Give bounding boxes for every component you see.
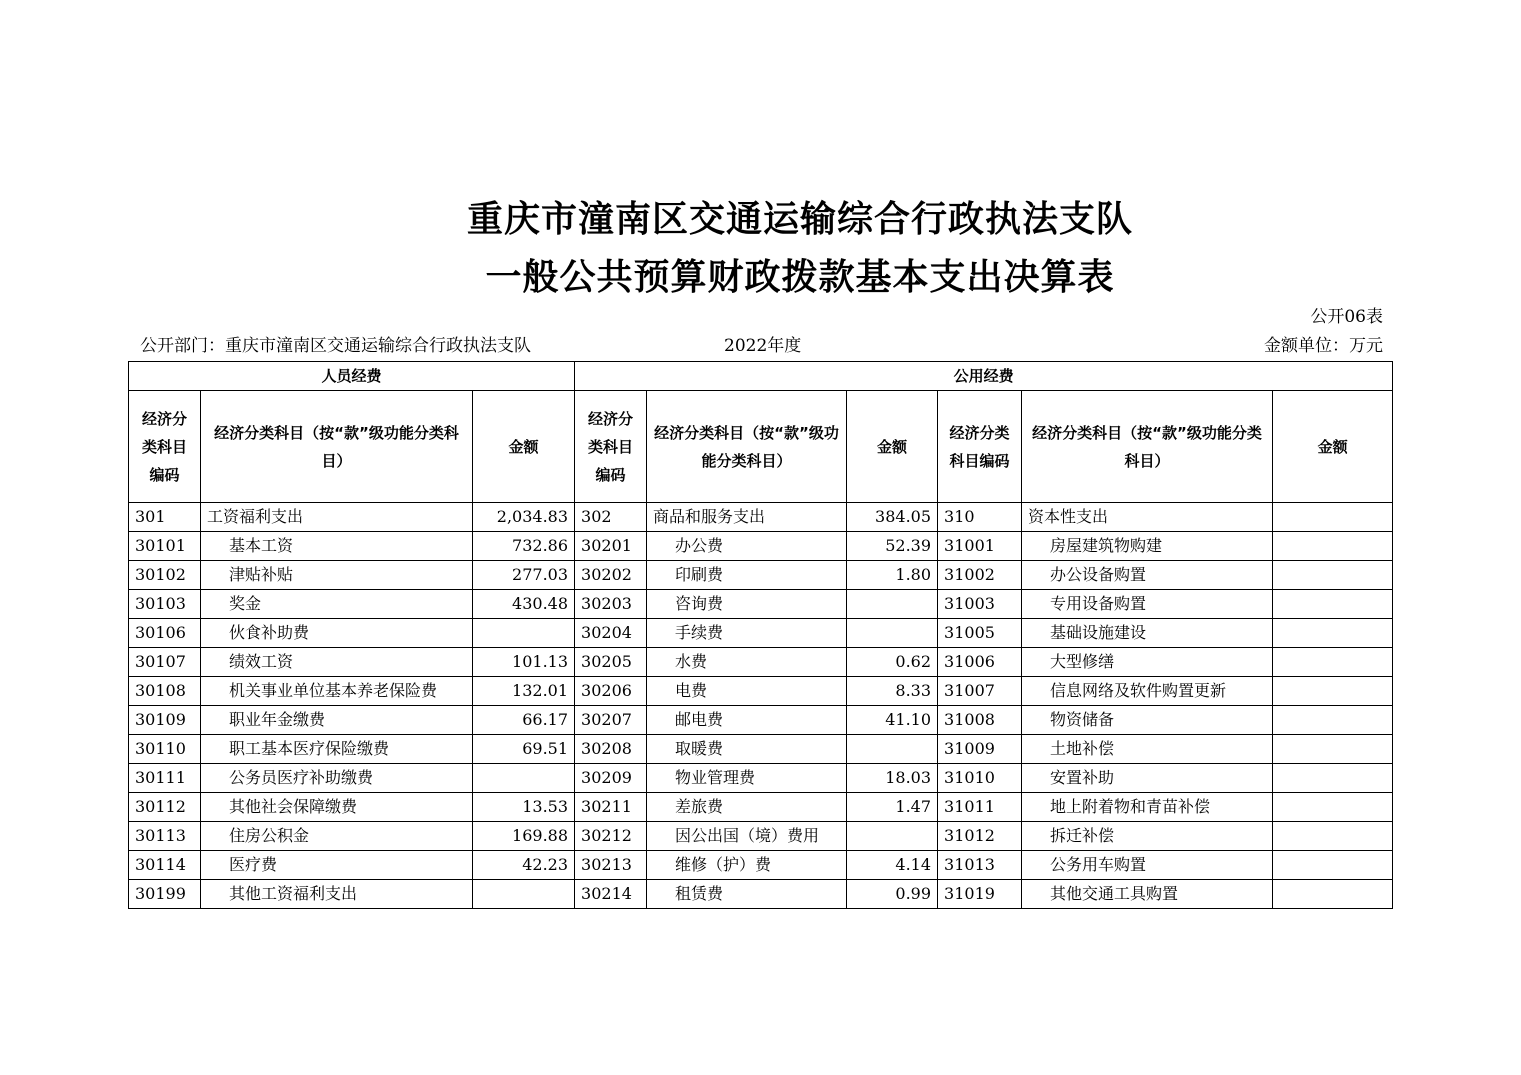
- capital-amount-cell: [1273, 822, 1393, 851]
- personnel-code-cell: 30114: [129, 851, 201, 880]
- header-name: 经济分类科目（按“款”级功能分类科目）: [1022, 391, 1273, 503]
- public-amount-cell: 41.10: [847, 706, 938, 735]
- personnel-name-cell: 住房公积金: [201, 822, 473, 851]
- public-code-cell: 302: [575, 503, 647, 532]
- public-code-cell: 30208: [575, 735, 647, 764]
- public-amount-cell: 0.62: [847, 648, 938, 677]
- public-code-cell: 30201: [575, 532, 647, 561]
- public-code-cell: 30205: [575, 648, 647, 677]
- table-row: [129, 851, 1393, 880]
- public-amount-cell: 18.03: [847, 764, 938, 793]
- personnel-name-cell: 伙食补助费: [201, 619, 473, 648]
- personnel-amount-cell: 69.51: [473, 735, 575, 764]
- personnel-name-cell: 绩效工资: [201, 648, 473, 677]
- capital-code-cell: 31006: [938, 648, 1022, 677]
- capital-code-cell: 31001: [938, 532, 1022, 561]
- table-row: [129, 822, 1393, 851]
- budget-table: [128, 361, 1393, 909]
- personnel-amount-cell: 732.86: [473, 532, 575, 561]
- capital-amount-cell: [1273, 880, 1393, 909]
- table-row: [129, 677, 1393, 706]
- capital-amount-cell: [1273, 590, 1393, 619]
- personnel-code-cell: 30109: [129, 706, 201, 735]
- personnel-amount-cell: 101.13: [473, 648, 575, 677]
- personnel-name-cell: 基本工资: [201, 532, 473, 561]
- personnel-code-cell: 30108: [129, 677, 201, 706]
- public-amount-cell: 8.33: [847, 677, 938, 706]
- public-name-cell: 物业管理费: [647, 764, 847, 793]
- header-name: 经济分类科目（按“款”级功能分类科目）: [201, 391, 473, 503]
- table-row: [129, 793, 1393, 822]
- capital-name-cell: 其他交通工具购置: [1022, 880, 1273, 909]
- public-code-cell: 30203: [575, 590, 647, 619]
- public-name-cell: 取暖费: [647, 735, 847, 764]
- capital-name-cell: 信息网络及软件购置更新: [1022, 677, 1273, 706]
- public-name-cell: 咨询费: [647, 590, 847, 619]
- personnel-code-cell: 30101: [129, 532, 201, 561]
- public-amount-cell: 1.47: [847, 793, 938, 822]
- personnel-amount-cell: 42.23: [473, 851, 575, 880]
- personnel-name-cell: 机关事业单位基本养老保险费: [201, 677, 473, 706]
- capital-amount-cell: [1273, 619, 1393, 648]
- fiscal-year: 2022年度: [724, 336, 802, 356]
- public-amount-cell: 384.05: [847, 503, 938, 532]
- capital-code-cell: 31009: [938, 735, 1022, 764]
- personnel-code-cell: 30111: [129, 764, 201, 793]
- table-row: [129, 532, 1393, 561]
- public-code-cell: 30202: [575, 561, 647, 590]
- page-title-line-2: 一般公共预算财政拨款基本支出决算表: [485, 257, 1115, 298]
- personnel-amount-cell: 277.03: [473, 561, 575, 590]
- capital-name-cell: 大型修缮: [1022, 648, 1273, 677]
- table-row: [129, 735, 1393, 764]
- header-amount: 金额: [473, 391, 575, 503]
- public-name-cell: 办公费: [647, 532, 847, 561]
- personnel-amount-cell: [473, 764, 575, 793]
- capital-amount-cell: [1273, 764, 1393, 793]
- personnel-code-cell: 30106: [129, 619, 201, 648]
- group-header-row: [129, 362, 1393, 391]
- personnel-code-cell: 30102: [129, 561, 201, 590]
- personnel-code-cell: 30103: [129, 590, 201, 619]
- capital-code-cell: 31007: [938, 677, 1022, 706]
- header-code: 经济分类科目编码: [938, 391, 1022, 503]
- capital-name-cell: 公务用车购置: [1022, 851, 1273, 880]
- table-row: [129, 706, 1393, 735]
- header-amount: 金额: [1273, 391, 1393, 503]
- capital-amount-cell: [1273, 532, 1393, 561]
- capital-name-cell: 拆迁补偿: [1022, 822, 1273, 851]
- personnel-code-cell: 30107: [129, 648, 201, 677]
- capital-code-cell: 31019: [938, 880, 1022, 909]
- table-row: [129, 590, 1393, 619]
- personnel-name-cell: 其他社会保障缴费: [201, 793, 473, 822]
- personnel-amount-cell: [473, 619, 575, 648]
- personnel-amount-cell: [473, 880, 575, 909]
- capital-name-cell: 地上附着物和青苗补偿: [1022, 793, 1273, 822]
- public-code-cell: 30211: [575, 793, 647, 822]
- public-amount-cell: 52.39: [847, 532, 938, 561]
- capital-amount-cell: [1273, 735, 1393, 764]
- personnel-amount-cell: 66.17: [473, 706, 575, 735]
- public-name-cell: 手续费: [647, 619, 847, 648]
- public-name-cell: 邮电费: [647, 706, 847, 735]
- table-row: [129, 619, 1393, 648]
- personnel-amount-cell: 430.48: [473, 590, 575, 619]
- capital-amount-cell: [1273, 503, 1393, 532]
- personnel-name-cell: 职工基本医疗保险缴费: [201, 735, 473, 764]
- capital-code-cell: 31008: [938, 706, 1022, 735]
- personnel-name-cell: 公务员医疗补助缴费: [201, 764, 473, 793]
- personnel-code-cell: 30113: [129, 822, 201, 851]
- group-public: 公用经费: [575, 362, 1393, 391]
- capital-name-cell: 安置补助: [1022, 764, 1273, 793]
- capital-name-cell: 物资储备: [1022, 706, 1273, 735]
- personnel-code-cell: 30199: [129, 880, 201, 909]
- public-name-cell: 水费: [647, 648, 847, 677]
- column-header-row: [129, 391, 1393, 503]
- capital-code-cell: 31005: [938, 619, 1022, 648]
- capital-code-cell: 31003: [938, 590, 1022, 619]
- personnel-code-cell: 30110: [129, 735, 201, 764]
- capital-name-cell: 办公设备购置: [1022, 561, 1273, 590]
- personnel-name-cell: 奖金: [201, 590, 473, 619]
- personnel-name-cell: 医疗费: [201, 851, 473, 880]
- public-code-cell: 30207: [575, 706, 647, 735]
- capital-amount-cell: [1273, 793, 1393, 822]
- public-code-cell: 30209: [575, 764, 647, 793]
- public-code-cell: 30213: [575, 851, 647, 880]
- header-amount: 金额: [847, 391, 938, 503]
- capital-amount-cell: [1273, 561, 1393, 590]
- header-name: 经济分类科目（按“款”级功能分类科目）: [647, 391, 847, 503]
- table-row: [129, 764, 1393, 793]
- capital-code-cell: 31011: [938, 793, 1022, 822]
- capital-name-cell: 房屋建筑物购建: [1022, 532, 1273, 561]
- department-label: 公开部门：重庆市潼南区交通运输综合行政执法支队: [140, 336, 531, 356]
- header-code: 经济分类科目编码: [129, 391, 201, 503]
- table-body: [129, 503, 1393, 909]
- public-code-cell: 30214: [575, 880, 647, 909]
- group-personnel: 人员经费: [129, 362, 575, 391]
- personnel-name-cell: 职业年金缴费: [201, 706, 473, 735]
- public-amount-cell: 1.80: [847, 561, 938, 590]
- personnel-amount-cell: 169.88: [473, 822, 575, 851]
- public-name-cell: 租赁费: [647, 880, 847, 909]
- capital-amount-cell: [1273, 851, 1393, 880]
- header-code: 经济分类科目编码: [575, 391, 647, 503]
- public-amount-cell: 4.14: [847, 851, 938, 880]
- public-code-cell: 30206: [575, 677, 647, 706]
- public-name-cell: 差旅费: [647, 793, 847, 822]
- capital-amount-cell: [1273, 706, 1393, 735]
- capital-code-cell: 31010: [938, 764, 1022, 793]
- public-amount-cell: [847, 822, 938, 851]
- personnel-amount-cell: 132.01: [473, 677, 575, 706]
- public-amount-cell: [847, 619, 938, 648]
- table-row: [129, 648, 1393, 677]
- capital-name-cell: 资本性支出: [1022, 503, 1273, 532]
- personnel-name-cell: 工资福利支出: [201, 503, 473, 532]
- capital-code-cell: 310: [938, 503, 1022, 532]
- table-row: [129, 880, 1393, 909]
- capital-name-cell: 基础设施建设: [1022, 619, 1273, 648]
- public-name-cell: 商品和服务支出: [647, 503, 847, 532]
- public-name-cell: 印刷费: [647, 561, 847, 590]
- personnel-name-cell: 津贴补贴: [201, 561, 473, 590]
- capital-name-cell: 专用设备购置: [1022, 590, 1273, 619]
- personnel-name-cell: 其他工资福利支出: [201, 880, 473, 909]
- personnel-code-cell: 30112: [129, 793, 201, 822]
- public-name-cell: 维修（护）费: [647, 851, 847, 880]
- table-code: 公开06表: [1310, 307, 1383, 327]
- public-amount-cell: [847, 590, 938, 619]
- capital-code-cell: 31012: [938, 822, 1022, 851]
- capital-code-cell: 31013: [938, 851, 1022, 880]
- personnel-amount-cell: 13.53: [473, 793, 575, 822]
- personnel-amount-cell: 2,034.83: [473, 503, 575, 532]
- public-amount-cell: [847, 735, 938, 764]
- amount-unit: 金额单位：万元: [1264, 336, 1383, 356]
- public-name-cell: 电费: [647, 677, 847, 706]
- capital-amount-cell: [1273, 648, 1393, 677]
- capital-amount-cell: [1273, 677, 1393, 706]
- table-row: [129, 503, 1393, 532]
- page-title-line-1: 重庆市潼南区交通运输综合行政执法支队: [466, 199, 1133, 240]
- public-code-cell: 30212: [575, 822, 647, 851]
- capital-code-cell: 31002: [938, 561, 1022, 590]
- table-row: [129, 561, 1393, 590]
- public-amount-cell: 0.99: [847, 880, 938, 909]
- personnel-code-cell: 301: [129, 503, 201, 532]
- capital-name-cell: 土地补偿: [1022, 735, 1273, 764]
- public-name-cell: 因公出国（境）费用: [647, 822, 847, 851]
- public-code-cell: 30204: [575, 619, 647, 648]
